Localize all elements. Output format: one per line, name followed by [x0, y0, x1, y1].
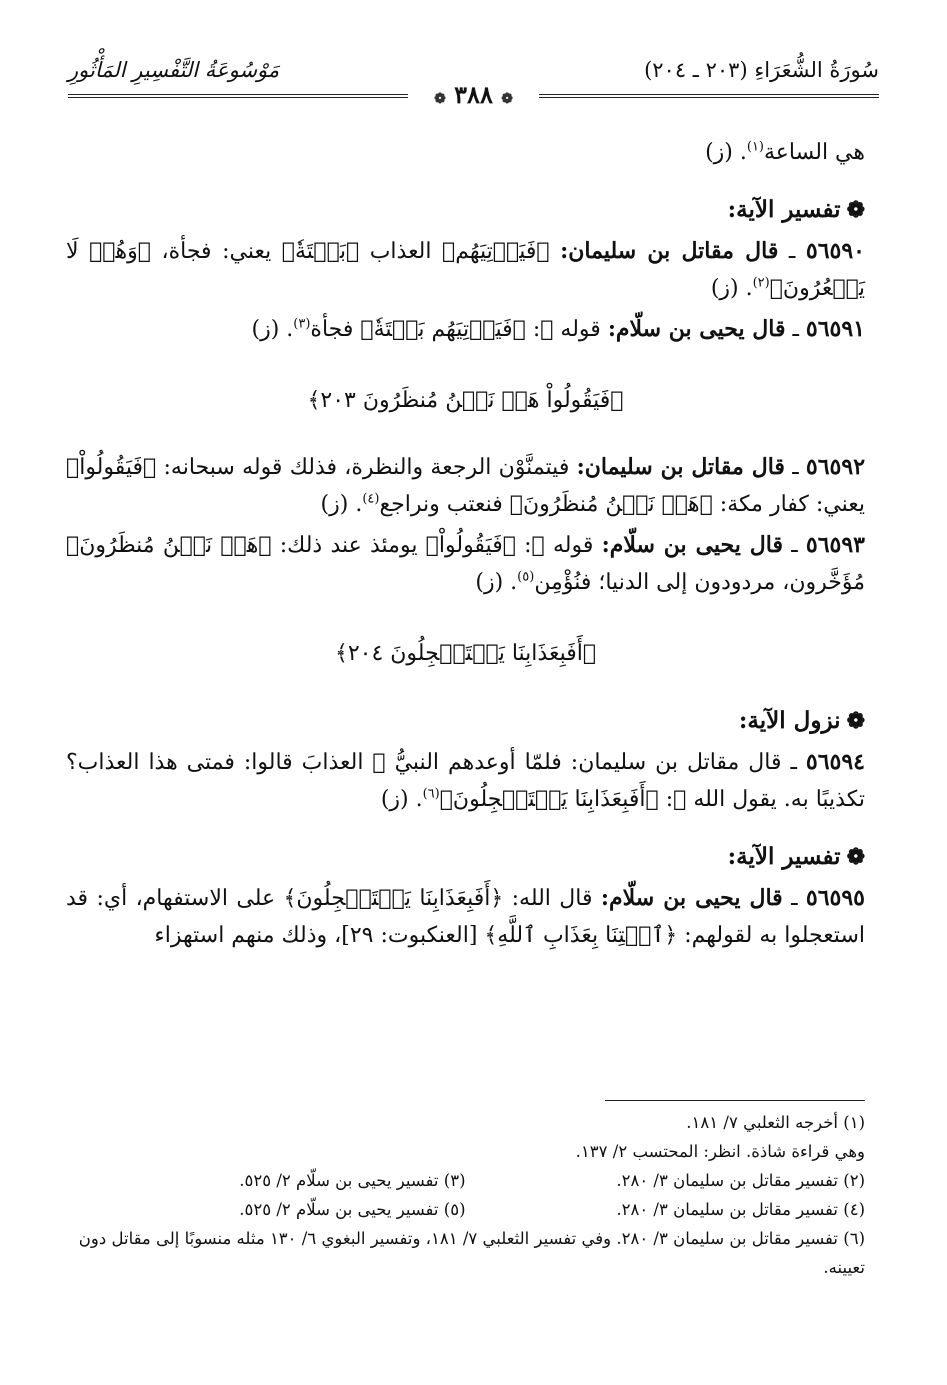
entry-56592: ٥٦٥٩٢ ـ قال مقاتل بن سليمان: فيتمنَّوْن الرجعة والنظرة، فذلك قوله سبحانه: ﴿فَيَقُولُواْ﴾ يعني: كفار مكة: ﴿هَلۡ نَحۡنُ مُنظَرُونَ﴾ فنعتب ونراجع$^{(٤)}$. (ز) — [66, 454, 866, 517]
footnote-4: (٤) تفسير مقاتل بن سليمان ٣/ ٢٨٠. — [616, 1200, 865, 1219]
section-heading-nuzul — [66, 702, 865, 740]
entry-text: قال الله: ﴿أَفَبِعَذَابِنَا يَسۡتَعۡجِلُونَ﴾ على الاستفهام، أي: قد استعجلوا به لقولهم: ﴿ٱئۡتِنَا بِعَذَابِ ٱللَّهِ﴾ [العنكبوت: ٢٩]، وذلك منهم استهزاء — [66, 886, 865, 948]
entry-end: . (ز) — [320, 492, 363, 517]
footnotes — [66, 1108, 865, 1282]
entry-text: فيتمنَّوْن الرجعة والنظرة، فذلك قوله سبحانه: ﴿فَيَقُولُواْ﴾ يعني: كفار مكة: ﴿هَلۡ نَحۡنُ مُنظَرُونَ﴾ فنعتب ونراجع — [66, 455, 865, 517]
entry-56594: ٥٦٥٩٤ ـ قال مقاتل بن سليمان: فلمّا أوعدهم النبيُّ ﷺ العذابَ قالوا: فمتى هذا العذاب؟ تكذيبًا به. يقول الله ﷻ: ﴿أَفَبِعَذَابِنَا يَسۡتَعۡجِلُونَ﴾$^{(٦)}$. (ز) — [66, 749, 865, 812]
entry-author: قال مقاتل بن سليمان: — [560, 238, 779, 264]
heading-text: نزول الآية: — [738, 707, 841, 734]
entry-end: . (ز) — [710, 276, 753, 301]
entry-56591: ٥٦٥٩١ ـ قال يحيى بن سلّام: قوله ﷻ: ﴿فَيَأۡتِيَهُم بَغۡتَةٗ﴾ فجأة$^{(٣)}$. (ز) — [251, 316, 865, 342]
ayah-204: ﴿أَفَبِعَذَابِنَا يَسۡتَعۡجِلُونَ ٢٠٤﴾ — [334, 641, 597, 666]
entry-number: ٥٦٥٩٣ — [805, 532, 865, 558]
heading-text: تفسير الآية: — [727, 196, 841, 223]
footnote-ref: (٤) — [362, 491, 380, 507]
footnote-rule — [605, 1100, 865, 1101]
page-number: ٣٨٨ — [454, 80, 493, 109]
entry-author: قال يحيى بن سلّام: — [600, 885, 783, 911]
entry-end: . (ز) — [380, 787, 423, 812]
page-header — [68, 52, 879, 112]
footnote-ref: (١) — [746, 139, 764, 155]
entry-number: ٥٦٥٩٤ — [805, 749, 865, 775]
entry-text: قوله ﷻ: ﴿فَيَأۡتِيَهُم بَغۡتَةٗ﴾ فجأة — [310, 317, 601, 342]
entry-number: ٥٦٥٩١ — [805, 316, 865, 342]
entry-text: ﴿فَيَأۡتِيَهُم﴾ العذاب ﴿بَغۡتَةٗ﴾ يعني: فجأة، ﴿وَهُمۡ لَا يَشۡعُرُونَ﴾ — [66, 239, 865, 301]
entry-end: . (ز) — [475, 570, 518, 595]
section-heading-tafsir-2 — [66, 838, 865, 876]
text: هي الساعة — [764, 140, 865, 165]
footnote-ref: (٦) — [422, 786, 440, 802]
flower-icon: ❁ — [846, 708, 865, 734]
ornament-icon: ❁ — [434, 91, 446, 107]
entry-56590: ٥٦٥٩٠ ـ قال مقاتل بن سليمان: ﴿فَيَأۡتِيَهُم﴾ العذاب ﴿بَغۡتَةٗ﴾ يعني: فجأة، ﴿وَهُمۡ لَا يَشۡعُرُونَ﴾$^{(٢)}$. (ز) — [66, 238, 865, 301]
ayah-203: ﴿فَيَقُولُواْ هَلۡ نَحۡنُ مُنظَرُونَ ٢٠٣﴾ — [307, 388, 624, 413]
flower-icon: ❁ — [846, 197, 865, 223]
surah-title: سُورَةُ الشُّعَرَاءِ (٢٠٣ ـ ٢٠٤) — [644, 58, 879, 82]
encyclopedia-title: مَوْسُوعَةُ التَّفْسِيرِ المَأْثُورِ — [68, 58, 280, 82]
footnote-ref: (٣) — [293, 316, 311, 332]
heading-text: تفسير الآية: — [727, 843, 841, 870]
entry-number: ٥٦٥٩٥ — [805, 885, 865, 911]
text: . (ز) — [705, 140, 747, 165]
entry-56593: ٥٦٥٩٣ ـ قال يحيى بن سلّام: قوله ﷻ: ﴿فَيَقُولُواْ﴾ يومئذ عند ذلك: ﴿هَلۡ نَحۡنُ مُنظَرُونَ﴾ مُؤَخَّرون، مردودون إلى الدنيا؛ فنُؤْمِن$^{(٥)}$. (ز) — [66, 532, 865, 595]
entry-author: قال يحيى بن سلّام: — [607, 316, 786, 342]
footnote-1: (١) أخرجه الثعلبي ٧/ ١٨١. — [686, 1113, 865, 1132]
footnote-6: (٦) تفسير مقاتل بن سليمان ٣/ ٢٨٠. وفي تفسير الثعلبي ٧/ ١٨١، وتفسير البغوي ٦/ ١٣٠ مثله منسوبًا إلى مقاتل دون تعيينه. — [78, 1229, 865, 1277]
footnote-row-2-3 — [66, 1166, 865, 1195]
entry-number: ٥٦٥٩٠ — [805, 238, 865, 264]
footnote-5: (٥) تفسير يحيى بن سلّام ٢/ ٥٢٥. — [239, 1200, 466, 1219]
footnote-2: (٢) تفسير مقاتل بن سليمان ٣/ ٢٨٠. — [616, 1171, 865, 1190]
page-number-block — [68, 80, 879, 109]
section-heading-tafsir — [66, 191, 865, 229]
continued-paragraph — [66, 134, 865, 171]
entry-text: قوله ﷻ: ﴿فَيَقُولُواْ﴾ يومئذ عند ذلك: ﴿هَلۡ نَحۡنُ مُنظَرُونَ﴾ مُؤَخَّرون، مردودون إلى الدنيا؛ فنُؤْمِن — [66, 533, 865, 595]
footnote-ref: (٥) — [517, 569, 535, 585]
flower-icon: ❁ — [846, 844, 865, 870]
footnote-3: (٣) تفسير يحيى بن سلّام ٢/ ٥٢٥. — [239, 1171, 466, 1190]
ornament-icon: ❁ — [501, 91, 513, 107]
entry-56595: ٥٦٥٩٥ ـ قال يحيى بن سلّام: قال الله: ﴿أَفَبِعَذَابِنَا يَسۡتَعۡجِلُونَ﴾ على الاستفهام، أي: قد استعجلوا به لقولهم: ﴿ٱئۡتِنَا بِعَذَابِ ٱللَّهِ﴾ [العنكبوت: ٢٩]، وذلك منهم استهزاء — [66, 885, 865, 948]
entry-author: قال مقاتل بن سليمان: — [576, 454, 785, 480]
footnote-1-cont: وهي قراءة شاذة. انظر: المحتسب ٢/ ١٣٧. — [575, 1142, 865, 1161]
footnote-ref: (٢) — [752, 275, 770, 291]
page-body — [66, 134, 865, 954]
entry-text: قال مقاتل بن سليمان: فلمّا أوعدهم النبيُّ ﷺ العذابَ قالوا: فمتى هذا العذاب؟ تكذيبًا به. يقول الله ﷻ: ﴿أَفَبِعَذَابِنَا يَسۡتَعۡجِلُونَ﴾ — [66, 750, 865, 812]
entry-end: . (ز) — [251, 317, 294, 342]
entry-author: قال يحيى بن سلّام: — [601, 532, 783, 558]
footnote-row-4-5 — [66, 1195, 865, 1224]
entry-number: ٥٦٥٩٢ — [805, 454, 866, 480]
